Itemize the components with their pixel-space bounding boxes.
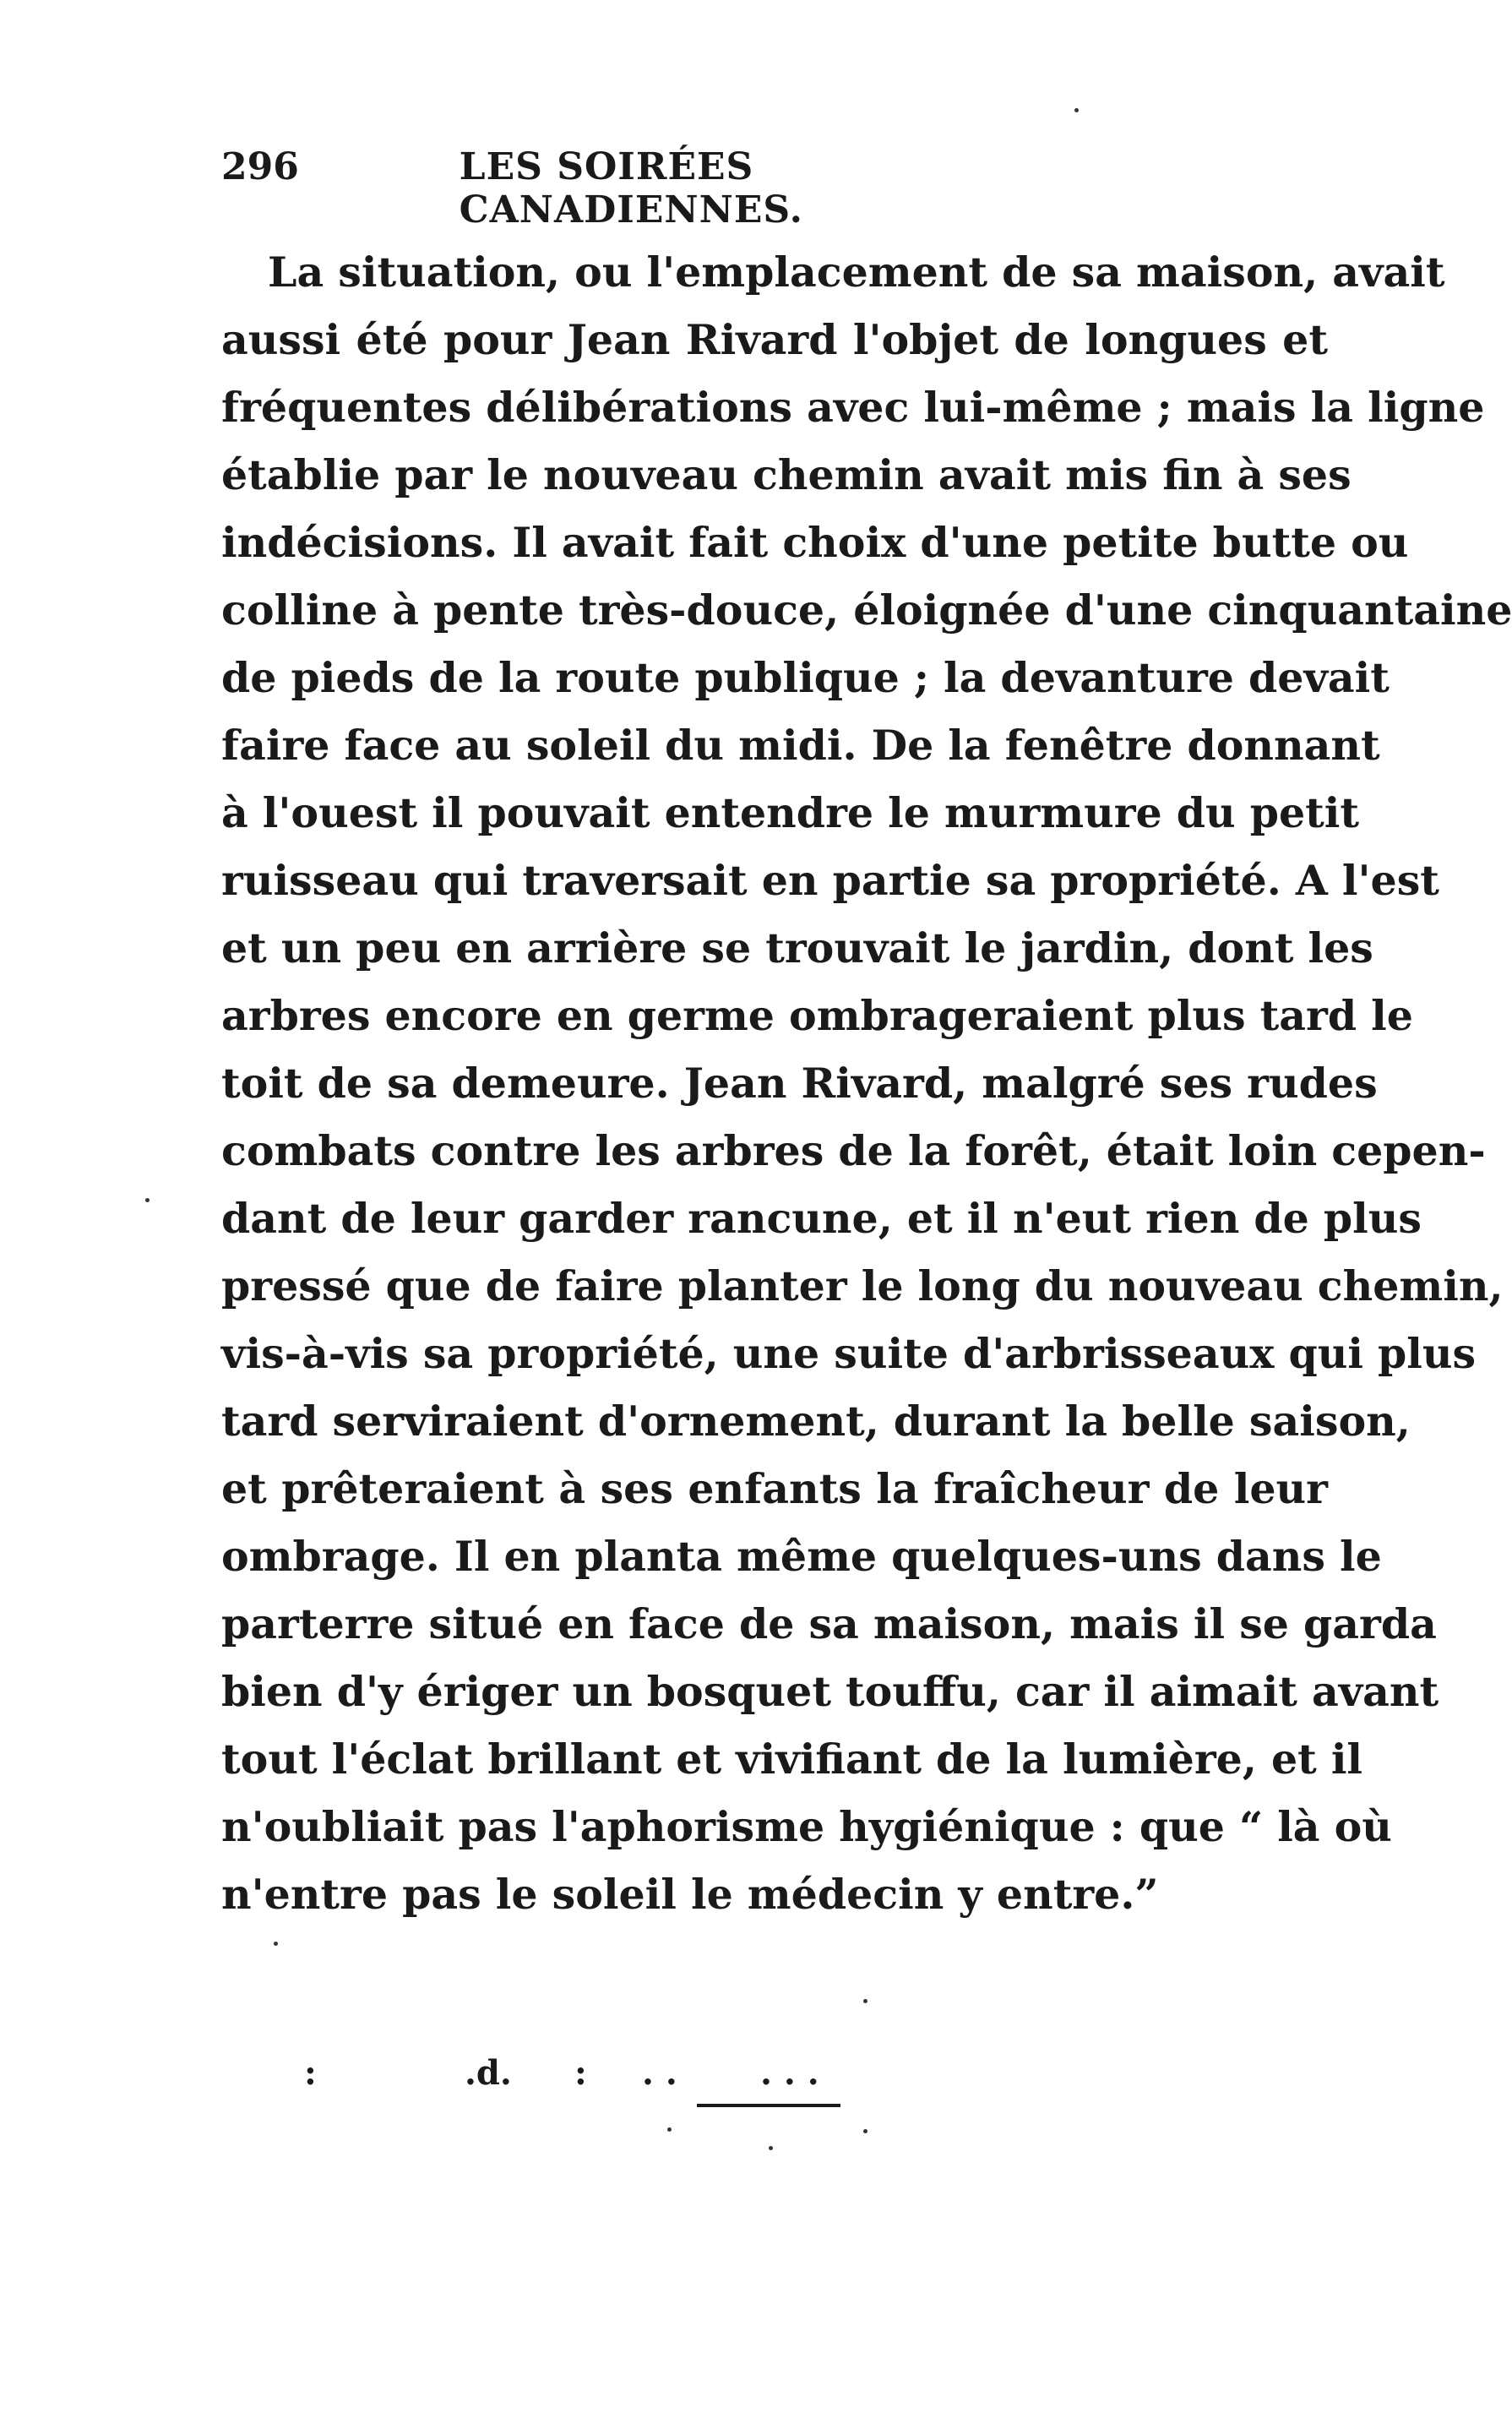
text-line: établie par le nouveau chemin avait mis fin à ses	[221, 450, 1352, 499]
body-paragraph	[221, 238, 1512, 1928]
print-speck	[274, 1942, 278, 1946]
page-number: 296	[221, 145, 299, 188]
ornament-rule	[697, 2104, 840, 2107]
text-line: arbres encore en germe ombrageraient plus tard le	[221, 991, 1413, 1040]
text-line: fréquentes délibérations avec lui-même ; mais la ligne	[221, 383, 1485, 432]
running-head	[221, 145, 1066, 231]
print-speck	[667, 2127, 672, 2132]
end-ornament	[304, 2028, 895, 2146]
text-line: tard serviraient d'ornement, durant la belle saison,	[221, 1397, 1411, 1446]
ornament-mark: . . .	[760, 2053, 819, 2093]
print-speck	[769, 2146, 773, 2150]
text-line: La situation, ou l'emplacement de sa maison, avait	[268, 248, 1445, 297]
print-speck	[145, 1198, 150, 1202]
text-line: combats contre les arbres de la forêt, était loin cepen-	[221, 1126, 1486, 1175]
ornament-mark: . .	[642, 2053, 677, 2093]
text-line: faire face au soleil du midi. De la fenêtre donnant	[221, 721, 1380, 770]
text-line: et un peu en arrière se trouvait le jardin, dont les	[221, 923, 1373, 972]
text-line: à l'ouest il pouvait entendre le murmure du petit	[221, 788, 1360, 837]
text-line: pressé que de faire planter le long du nouveau chemin,	[221, 1261, 1504, 1310]
text-line: n'oubliait pas l'aphorisme hygiénique : que “ là où	[221, 1802, 1392, 1851]
ornament-mark: .d.	[465, 2053, 512, 2093]
text-line: ruisseau qui traversait en partie sa propriété. A l'est	[221, 856, 1439, 905]
text-line: aussi été pour Jean Rivard l'objet de longues et	[221, 315, 1328, 364]
text-line: tout l'éclat brillant et vivifiant de la lumière, et il	[221, 1735, 1363, 1784]
text-line: et prêteraient à ses enfants la fraîcheur de leur	[221, 1464, 1328, 1513]
running-title: LES SOIRÉES CANADIENNES.	[459, 145, 803, 231]
ornament-mark: :	[304, 2053, 317, 2093]
text-line: vis-à-vis sa propriété, une suite d'arbrisseaux qui plus	[221, 1329, 1477, 1378]
ornament-mark: :	[574, 2053, 587, 2093]
text-line: parterre situé en face de sa maison, mais il se garda	[221, 1599, 1437, 1648]
text-line: dant de leur garder rancune, et il n'eut rien de plus	[221, 1194, 1422, 1243]
print-speck	[1074, 108, 1079, 112]
print-speck	[863, 1999, 867, 2003]
print-speck	[863, 2129, 867, 2133]
text-line: bien d'y ériger un bosquet touffu, car il aimait avant	[221, 1667, 1439, 1716]
text-line: de pieds de la route publique ; la devanture devait	[221, 653, 1390, 702]
text-line: indécisions. Il avait fait choix d'une petite butte ou	[221, 518, 1409, 567]
text-line: colline à pente très-douce, éloignée d'une cinquantaine	[221, 586, 1512, 635]
text-line: n'entre pas le soleil le médecin y entre.”	[221, 1870, 1159, 1919]
text-line: ombrage. Il en planta même quelques-uns dans le	[221, 1532, 1382, 1581]
text-line: toit de sa demeure. Jean Rivard, malgré ses rudes	[221, 1059, 1378, 1108]
